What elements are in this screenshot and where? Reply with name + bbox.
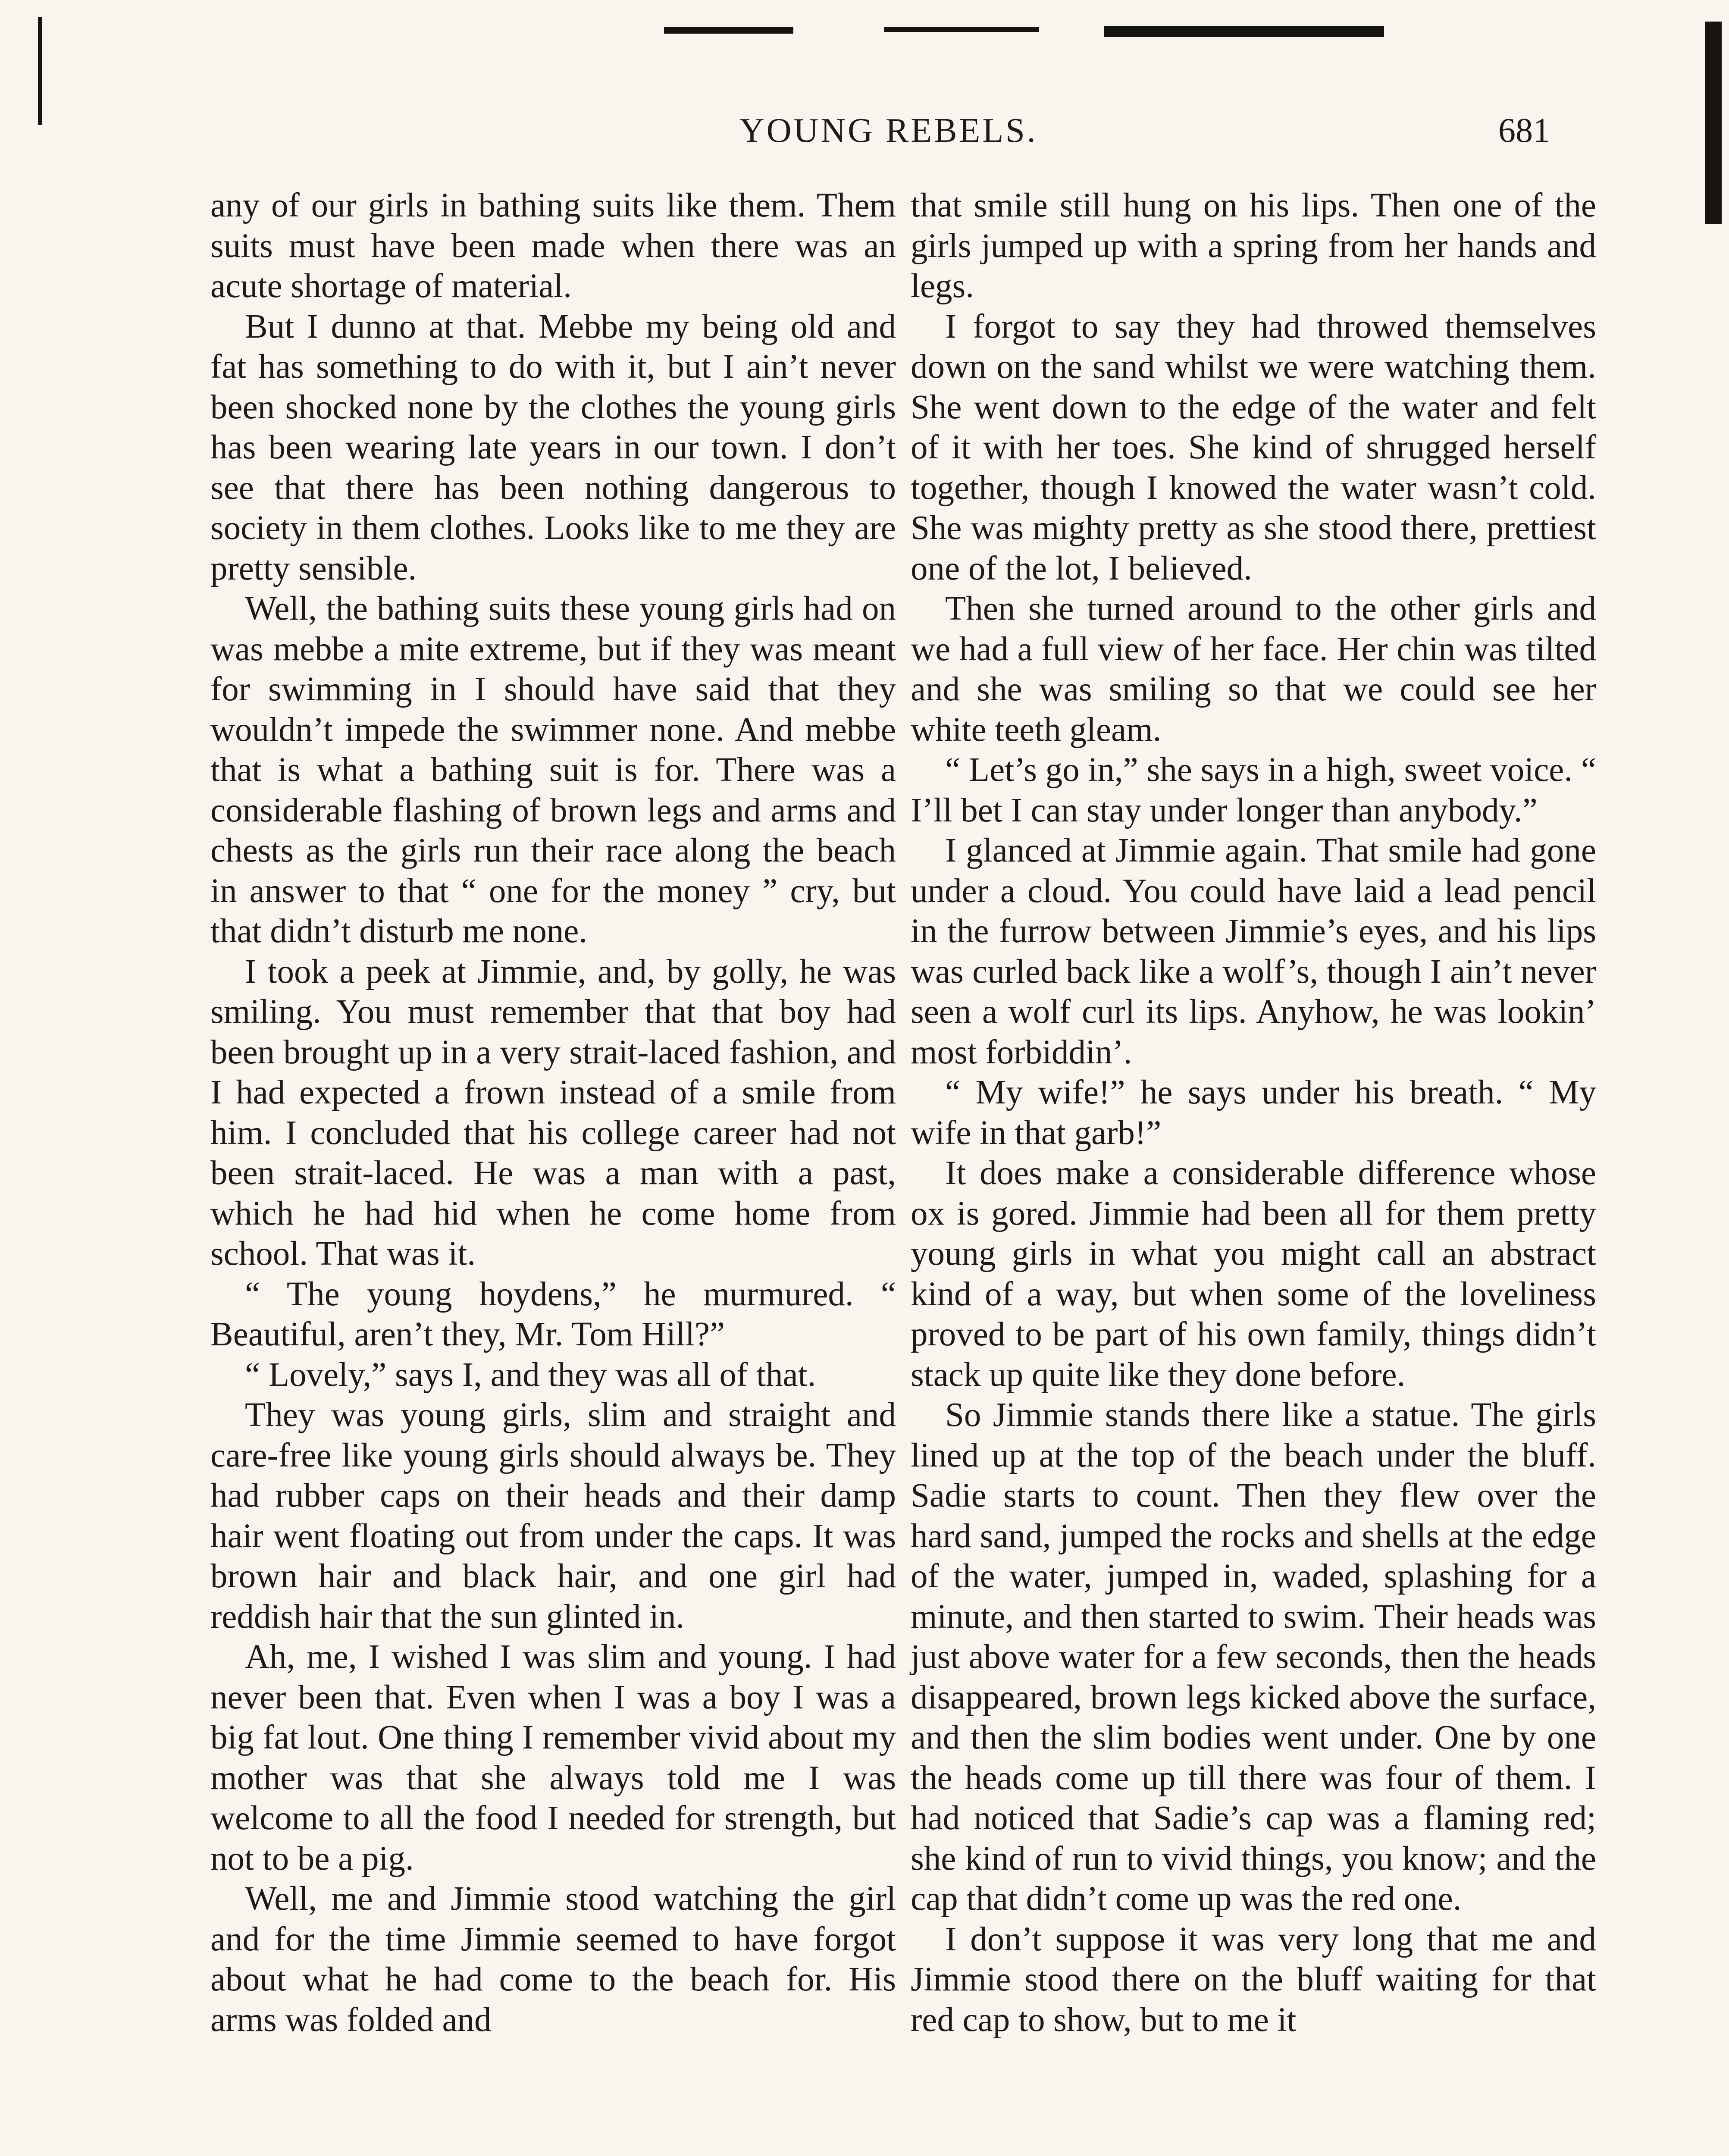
paragraph: any of our girls in bathing suits like them. Them suits must have been made when there was an acute shortage of material. bbox=[210, 187, 896, 305]
paragraph: that smile still hung on his lips. Then one of the girls jumped up with a spring from her hands and legs. bbox=[911, 187, 1596, 305]
left-column bbox=[210, 185, 896, 2040]
paragraph: Then she turned around to the other girls and we had a full view of her face. Her chin was tilted and she was smiling so that we could see her white teeth gleam. bbox=[911, 590, 1596, 749]
scan-artifact-left-edge bbox=[38, 17, 42, 125]
paragraph: “ My wife!” he says under his breath. “ My wife in that garb!” bbox=[911, 1074, 1596, 1152]
paragraph: I glanced at Jimmie again. That smile had gone under a cloud. You could have laid a lead pencil in the furrow between Jimmie’s eyes, and his lips was curled back like a wolf’s, though I ain’t never seen a wolf curl its lips. Anyhow, he was lookin’ most forbiddin’. bbox=[911, 832, 1596, 1071]
right-column bbox=[911, 185, 1596, 2040]
paragraph: It does make a considerable difference whose ox is gored. Jimmie had been all for them pretty young girls in what you might call an abstract kind of a way, but when some of the loveliness proved to be part of his own family, things didn’t stack up quite like they done before. bbox=[911, 1154, 1596, 1394]
scan-artifact-top-1 bbox=[664, 27, 793, 34]
paragraph: I forgot to say they had throwed themselves down on the sand whilst we were watching them. She went down to the edge of the water and felt of it with her toes. She kind of shrugged herself together, though I knowed the water wasn’t cold. She was mighty pretty as she stood there, prettiest one of the lot, I believed. bbox=[911, 307, 1596, 587]
paragraph: Ah, me, I wished I was slim and young. I had never been that. Even when I was a boy I was a big fat lout. One thing I remember vivid about my mother was that she always told me I was welcome to all the food I needed for strength, but not to be a pig. bbox=[210, 1638, 896, 1877]
paragraph: I don’t suppose it was very long that me and Jimmie stood there on the bluff waiting for that red cap to show, but to me it bbox=[911, 1920, 1596, 2039]
scan-artifact-top-3 bbox=[1104, 26, 1384, 37]
paragraph: So Jimmie stands there like a statue. The girls lined up at the top of the beach under the bluff. Sadie starts to count. Then they flew over the hard sand, jumped the rocks and shells at the edge of the water, jumped in, waded, splashing for a minute, and then started to swim. Their heads was just above water for a few seconds, then the heads disappeared, brown legs kicked above the surface, and then the slim bodies went under. One by one the heads come up till there was four of them. I had noticed that Sadie’s cap was a flaming red; she kind of run to vivid things, you know; and the cap that didn’t come up was the red one. bbox=[911, 1396, 1596, 1918]
paragraph: Well, the bathing suits these young girls had on was mebbe a mite extreme, but if they was meant for swimming in I should have said that they wouldn’t impede the swimmer none. And mebbe that is what a bathing suit is for. There was a considerable flashing of brown legs and arms and chests as the girls run their race along the beach in answer to that “ one for the money ” cry, but that didn’t disturb me none. bbox=[210, 590, 896, 950]
page-title: YOUNG REBELS. bbox=[739, 112, 1038, 150]
paragraph: Well, me and Jimmie stood watching the girl and for the time Jimmie seemed to have forgot about what he had come to the beach for. His arms was folded and bbox=[210, 1880, 896, 2039]
paragraph: They was young girls, slim and straight and care-free like young girls should always be. They had rubber caps on their heads and their damp hair went floating out from under the caps. It was brown hair and black hair, and one girl had reddish hair that the sun glinted in. bbox=[210, 1396, 896, 1636]
page-number: 681 bbox=[1498, 112, 1550, 150]
running-head bbox=[0, 111, 1729, 159]
paragraph: “ The young hoydens,” he murmured. “ Beautiful, aren’t they, Mr. Tom Hill?” bbox=[210, 1275, 896, 1353]
scan-artifact-top-2 bbox=[884, 27, 1039, 32]
paragraph: “ Lovely,” says I, and they was all of that. bbox=[245, 1356, 816, 1394]
paragraph: “ Let’s go in,” she says in a high, sweet voice. “ I’ll bet I can stay under longer than anybody.” bbox=[911, 751, 1596, 829]
paragraph: I took a peek at Jimmie, and, by golly, he was smiling. You must remember that that boy had been brought up in a very strait-laced fashion, and I had expected a frown instead of a smile from him. I concluded that his college career had not been strait-laced. He was a man with a past, which he had hid when he come home from school. That was it. bbox=[210, 953, 896, 1272]
paragraph: But I dunno at that. Mebbe my being old and fat has something to do with it, but I ain’t never been shocked none by the clothes the young girls has been wearing late years in our town. I don’t see that there has been nothing dangerous to society in them clothes. Looks like to me they are pretty sensible. bbox=[210, 307, 896, 587]
